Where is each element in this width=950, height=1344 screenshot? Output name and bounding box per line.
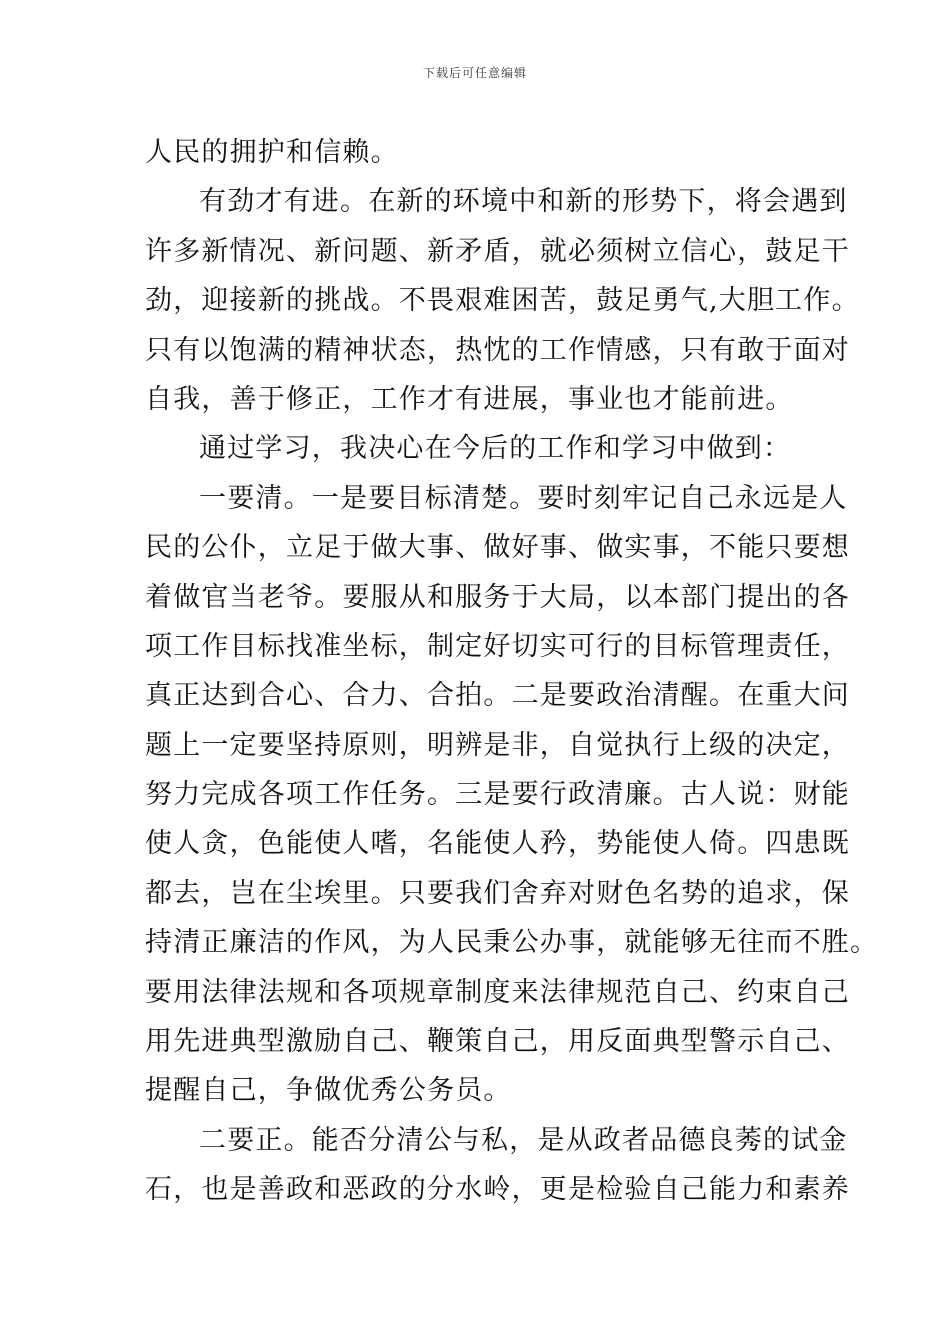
text-line: 许多新情况、新问题、新矛盾，就必须树立信心，鼓足干 [145,235,850,267]
text-line: 自我，善于修正，工作才有进展，事业也才能前进。 [145,383,794,415]
text-line: 劲，迎接新的挑战。不畏艰难困苦，鼓足勇气,大胆工作。 [145,285,860,317]
text-line: 使人贪，色能使人嗜，名能使人矜，势能使人倚。四患既 [145,828,850,860]
text-line: 题上一定要坚持原则，明辨是非，自觉执行上级的决定， [145,729,850,761]
paragraph-start-line: 通过学习，我决心在今后的工作和学习中做到： [199,433,792,465]
text-line: 努力完成各项工作任务。三是要行政清廉。古人说：财能 [145,779,850,811]
text-line: 用先进典型激励自己、鞭策自己，用反面典型警示自己、 [145,1026,850,1058]
paragraph-start-line: 二要正。能否分清公与私，是从政者品德良莠的试金 [199,1124,848,1156]
text-line: 人民的拥护和信赖。 [145,137,399,168]
text-line: 都去，岂在尘埃里。只要我们舍弃对财色名势的追求，保 [145,877,850,909]
text-line: 要用法律法规和各项规章制度来法律规范自己、约束自己 [145,976,850,1008]
text-line: 提醒自己，争做优秀公务员。 [145,1075,512,1107]
text-line: 只有以饱满的精神状态，热忱的工作情感，只有敢于面对 [145,334,850,366]
text-line: 真正达到合心、合力、合拍。二是要政治清醒。在重大问 [145,680,850,712]
paragraph-start-line: 一要清。一是要目标清楚。要时刻牢记自己永远是人 [199,482,848,514]
page-header-note: 下载后可任意编辑 [422,66,527,80]
body-text [145,128,879,1215]
text-line: 石，也是善政和恶政的分水岭，更是检验自己能力和素养 [145,1174,850,1206]
paragraph-start-line: 有劲才有进。在新的环境中和新的形势下，将会遇到 [199,186,848,218]
text-line: 着做官当老爷。要服从和服务于大局，以本部门提出的各 [145,581,850,613]
text-line: 民的公仆，立足于做大事、做好事、做实事，不能只要想 [145,532,850,564]
text-line: 项工作目标找准坐标，制定好切实可行的目标管理责任， [145,630,850,662]
text-line: 持清正廉洁的作风，为人民秉公办事，就能够无往而不胜。 [145,927,879,959]
